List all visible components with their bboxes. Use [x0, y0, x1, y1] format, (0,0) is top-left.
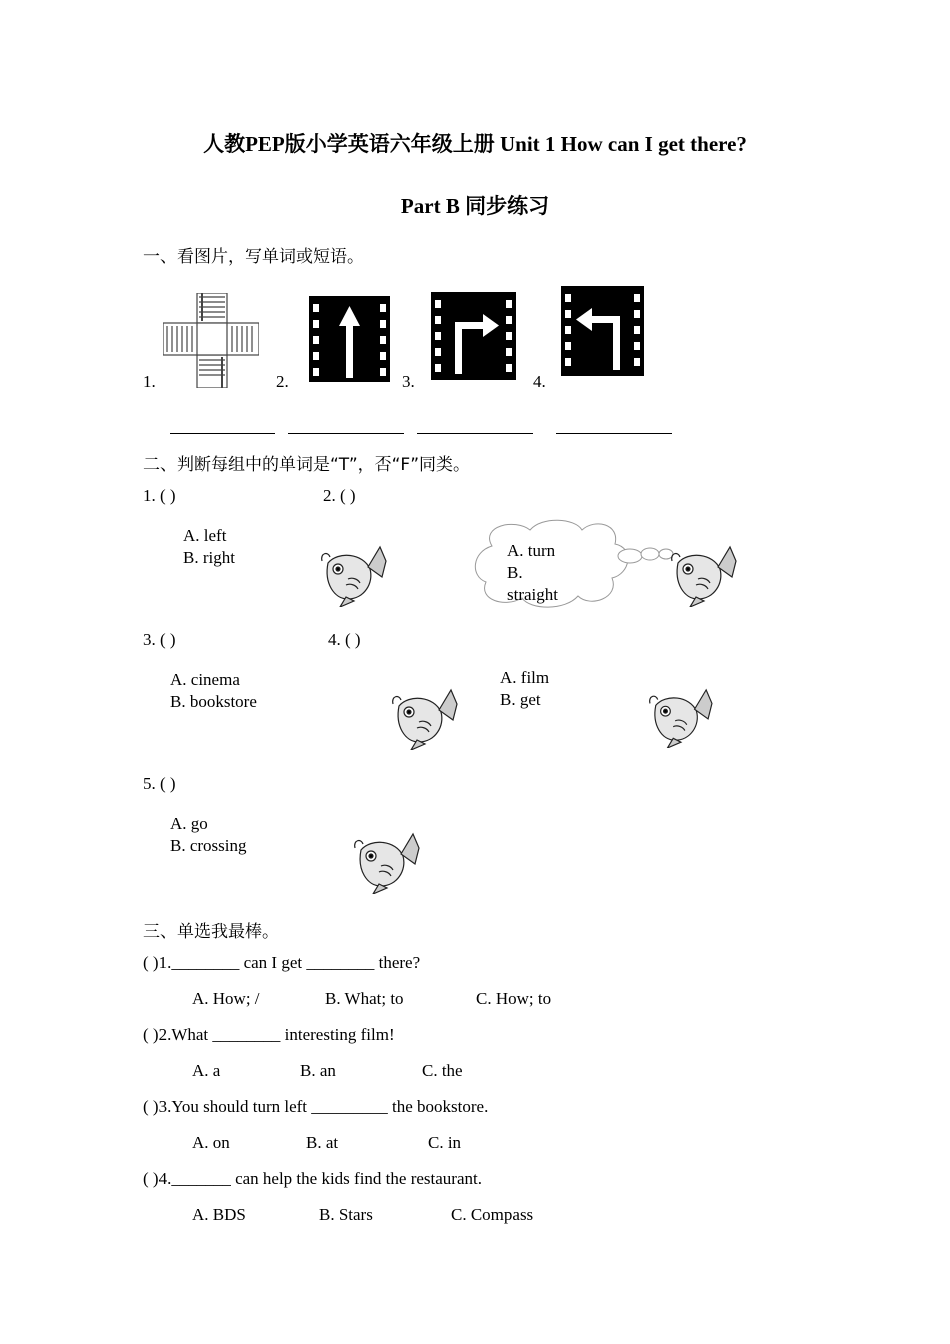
judge-item-3-option-b: B. bookstore: [170, 692, 257, 711]
mc-question-3-option-b: B. at: [306, 1133, 339, 1152]
judge-item-1-option-b: B. right: [183, 548, 235, 567]
pic-number-2: 2.: [276, 372, 289, 391]
fish-icon: [342, 830, 430, 894]
section3-heading: 三、单选我最棒。: [143, 922, 279, 942]
judge-item-2-label: 2. ( ): [323, 486, 356, 505]
mc-question-3-option-c: C. in: [428, 1133, 462, 1152]
crossing-image: [163, 293, 259, 388]
mc-question-1-option-a: A. How; /: [192, 989, 260, 1008]
section2-heading: 二、判断每组中的单词是“T”，否“F”同类。: [143, 455, 471, 475]
fish-icon: [641, 686, 719, 748]
pic-number-3: 3.: [402, 372, 415, 391]
judge-item-4-label: 4. ( ): [328, 630, 361, 649]
answer-line-2[interactable]: [288, 433, 404, 434]
judge-item-4-option-a: A. film: [500, 668, 550, 687]
turn-right-sign-icon: [431, 292, 516, 380]
mc-question-3-option-a: A. on: [192, 1133, 230, 1152]
judge-item-5-option-a: A. go: [170, 814, 208, 833]
judge-item-3-label: 3. ( ): [143, 630, 176, 649]
mc-question-4-option-c: C. Compass: [451, 1205, 534, 1224]
fish-icon: [376, 686, 472, 750]
go-straight-sign-icon: [309, 296, 390, 382]
judge-item-5-label: 5. ( ): [143, 774, 176, 793]
fish-icon: [665, 543, 741, 607]
mc-question-2-option-a: A. a: [192, 1061, 221, 1080]
mc-question-2-option-c: C. the: [422, 1061, 463, 1080]
answer-line-4[interactable]: [556, 433, 672, 434]
pic-number-1: 1.: [143, 372, 156, 391]
mc-question-4: ( )4._______ can help the kids find the restaurant.: [143, 1169, 482, 1188]
section1-heading: 一、看图片，写单词或短语。: [143, 247, 364, 267]
judge-item-1-label: 1. ( ): [143, 486, 176, 505]
judge-item-3-option-a: A. cinema: [170, 670, 240, 689]
mc-question-1: ( )1.________ can I get ________ there?: [143, 953, 421, 972]
page-title: 人教PEP版小学英语六年级上册 Unit 1 How can I get there?: [203, 132, 747, 156]
pic-number-4: 4.: [533, 372, 546, 391]
turn-left-sign-icon: [561, 286, 644, 376]
fish-icon: [318, 543, 388, 607]
judge-item-2-option-a: A. turn: [507, 541, 556, 560]
page-subtitle: Part B 同步练习: [400, 194, 550, 218]
mc-question-4-option-b: B. Stars: [319, 1205, 373, 1224]
judge-item-2-option-b-word: straight: [507, 585, 558, 604]
answer-line-3[interactable]: [417, 433, 533, 434]
mc-question-3: ( )3.You should turn left _________ the bookstore.: [143, 1097, 489, 1116]
judge-item-2-option-b: B.: [507, 563, 523, 582]
answer-line-1[interactable]: [170, 433, 275, 434]
judge-item-1-option-a: A. left: [183, 526, 227, 545]
mc-question-2: ( )2.What ________ interesting film!: [143, 1025, 395, 1044]
judge-item-5-option-b: B. crossing: [170, 836, 247, 855]
judge-item-4-option-b: B. get: [500, 690, 541, 709]
mc-question-1-option-b: B. What; to: [325, 989, 404, 1008]
mc-question-2-option-b: B. an: [300, 1061, 336, 1080]
mc-question-4-option-a: A. BDS: [192, 1205, 246, 1224]
mc-question-1-option-c: C. How; to: [476, 989, 552, 1008]
